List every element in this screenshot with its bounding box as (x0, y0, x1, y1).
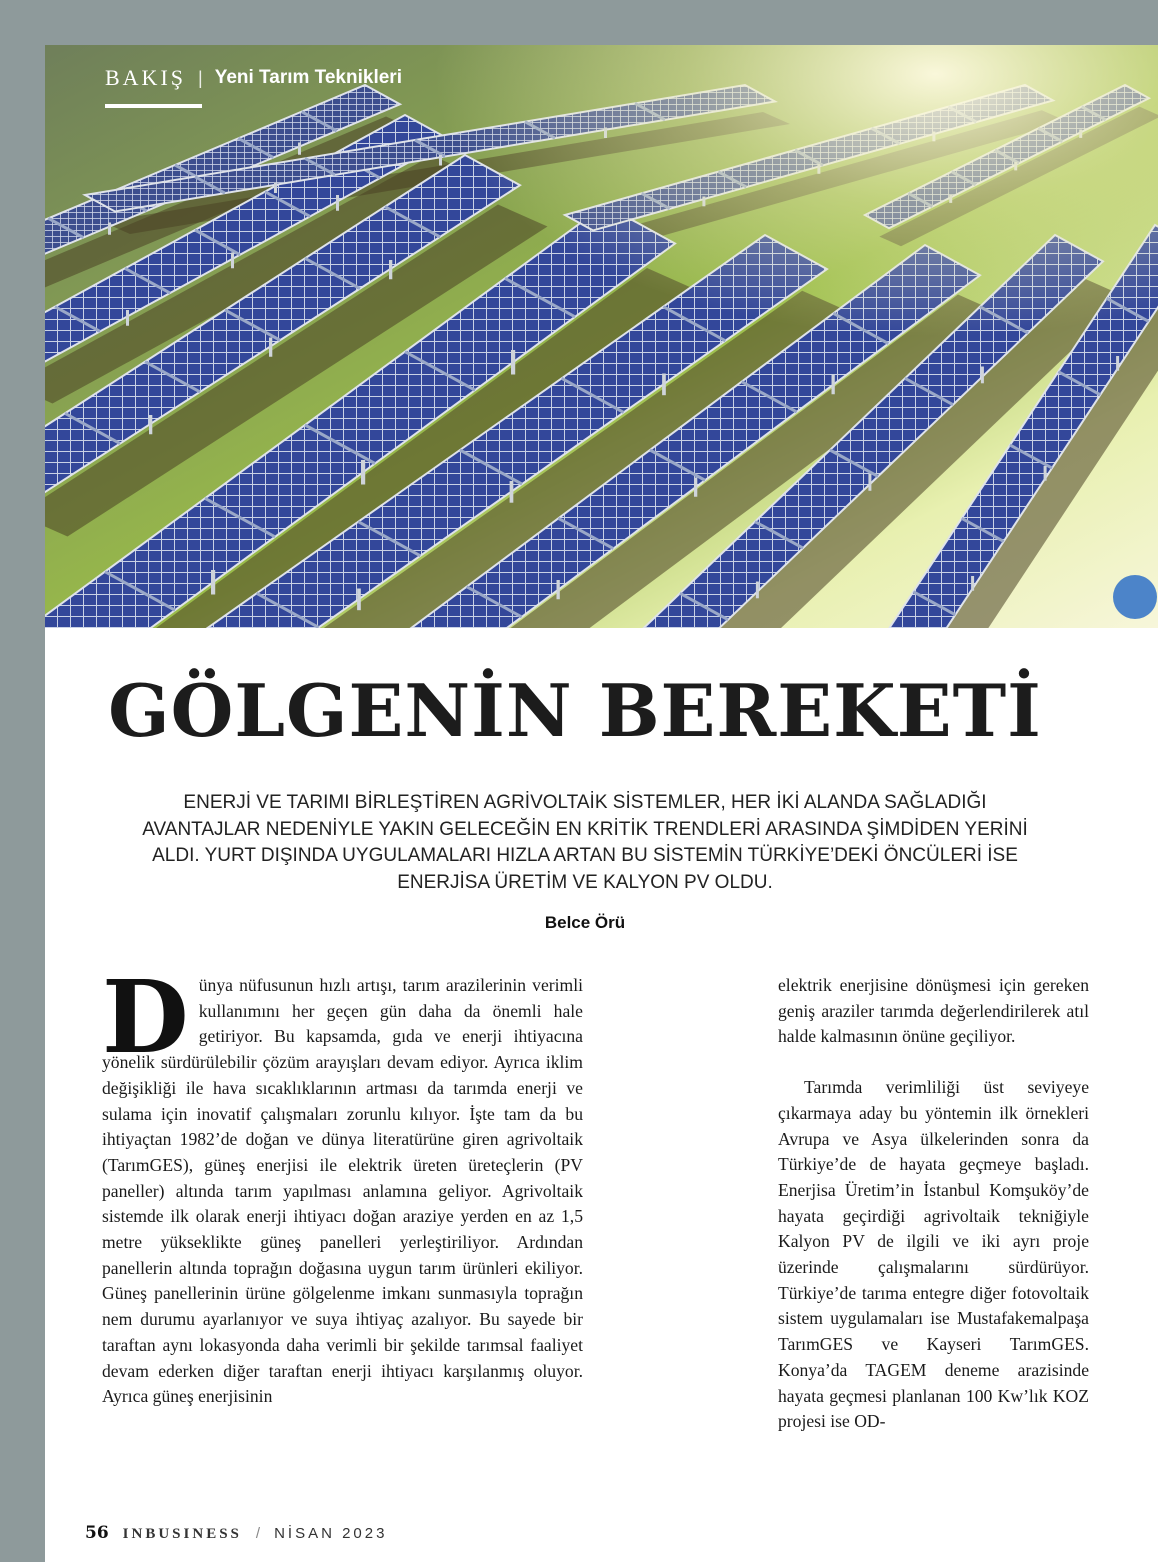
section-underline (105, 104, 202, 108)
equipment-detail-icon (1113, 575, 1157, 619)
section-label (105, 63, 402, 93)
body-paragraph: elektrik enerjisine dönüşmesi için gereken geniş araziler tarımda değerlendirilerek atıl halde kalmasının önüne geçiliyor. (778, 975, 1089, 1047)
publication-name: INBUSINESS (122, 1526, 242, 1542)
hero-photo (45, 45, 1158, 628)
article-dek: ENERJİ VE TARIMI BİRLEŞTİREN AGRİVOLTAİK SİSTEMLER, HER İKİ ALANDA SAĞLADIĞI AVANTAJLAR NEDENİYLE YAKIN GELECEĞİN EN KRİTİK TRENDLERİ ARASINDA ŞİMDİDEN YERİNİ ALDI. YURT DIŞINDA UYGULAMALARI HIZLA ARTAN BU SİSTEMİN TÜRKİYE’DEKİ ÖNCÜLERİ İSE ENERJİSA ÜRETİM VE KALYON PV OLDU. (142, 792, 1028, 893)
issue-date: NİSAN 2023 (274, 1525, 388, 1542)
footer-separator: / (255, 1525, 261, 1542)
page-footer (85, 1523, 387, 1543)
drop-cap: D (102, 973, 189, 1076)
section-topic: Yeni Tarım Teknikleri (214, 67, 402, 88)
body-paragraph (102, 973, 583, 1410)
paragraph-text: ünya nüfusunun hızlı artışı, tarım arazilerinin verimli kullanımını her geçen gün daha da önemli hale getiriyor. Bu kapsamda, gıda ve enerji ihtiyacına yönelik sürdürülebilir çözüm arayışları devam ediyor. Ayrıca iklim değişikliği ile hava sıcaklıklarının artması da tarımda enerji ve sulama için inovatif çalışmaları zorunlu kılıyor. İşte tam da bu ihtiyaçtan 1982’de doğan ve dünya literatürüne giren agrivoltaik (TarımGES), güneş enerjisi ile elektrik üreten üreteçlerin (PV paneller) altında tarım yapılması anlamına geliyor. Agrivoltaik sistemde ilk olarak enerji ihtiyacı doğan araziye yerden en az 1,5 metre yükseklikte güneş panelleri yerleştiriliyor. Ardından panellerin altında toprağın doğasına uygun tarım ürünleri ekiliyor. Güneş panellerinin ürüne gölgelenme imkanı sunmasıyla toprağın nem durumu ayarlanıyor ve suya ihtiyaç azalıyor. Bu sayede bir taraftan aynı lokasyonda daha verimli bir şekilde tarımsal faaliyet devam ederken diğer taraftan enerji ihtiyacı karşılanmış oluyor. Ayrıca güneş enerjisinin (102, 975, 583, 1407)
body-paragraph: Tarımda verimliliği üst seviyeye çıkarmaya aday bu yöntemin ilk örnekleri Avrupa ve Asya ülkelerinden sonra da Türkiye’de de hayata geçmeye başladı. Enerjisa Üretim’in İstanbul Komşuköy’de hayata geçirdiği agrivoltaik tekniğiyle Kalyon PV de ilgili ve iki ayrı proje üzerinde çalışmalarını sürdürüyor. Türkiye’de tarıma entegre diğer fotovoltaik sistem uygulamaları ise Mustafakemalpaşa TarımGES ve Kayseri TarımGES. Konya’da TAGEM deneme arazisinde hayata geçmesi planlanan 100 Kw’lık KOZ projesi ise OD- (778, 1077, 1089, 1432)
body-column-1 (102, 973, 583, 1468)
magazine-page (45, 45, 1158, 1562)
body-column-2 (778, 973, 1089, 1468)
article-headline: GÖLGENİN BEREKETİ (108, 668, 1042, 753)
article-byline: Belce Örü (544, 913, 626, 932)
page-number: 56 (85, 1523, 109, 1543)
section-separator: | (198, 67, 203, 88)
solar-panels-field-photo (45, 45, 1158, 628)
section-kicker: BAKIŞ (105, 65, 187, 90)
